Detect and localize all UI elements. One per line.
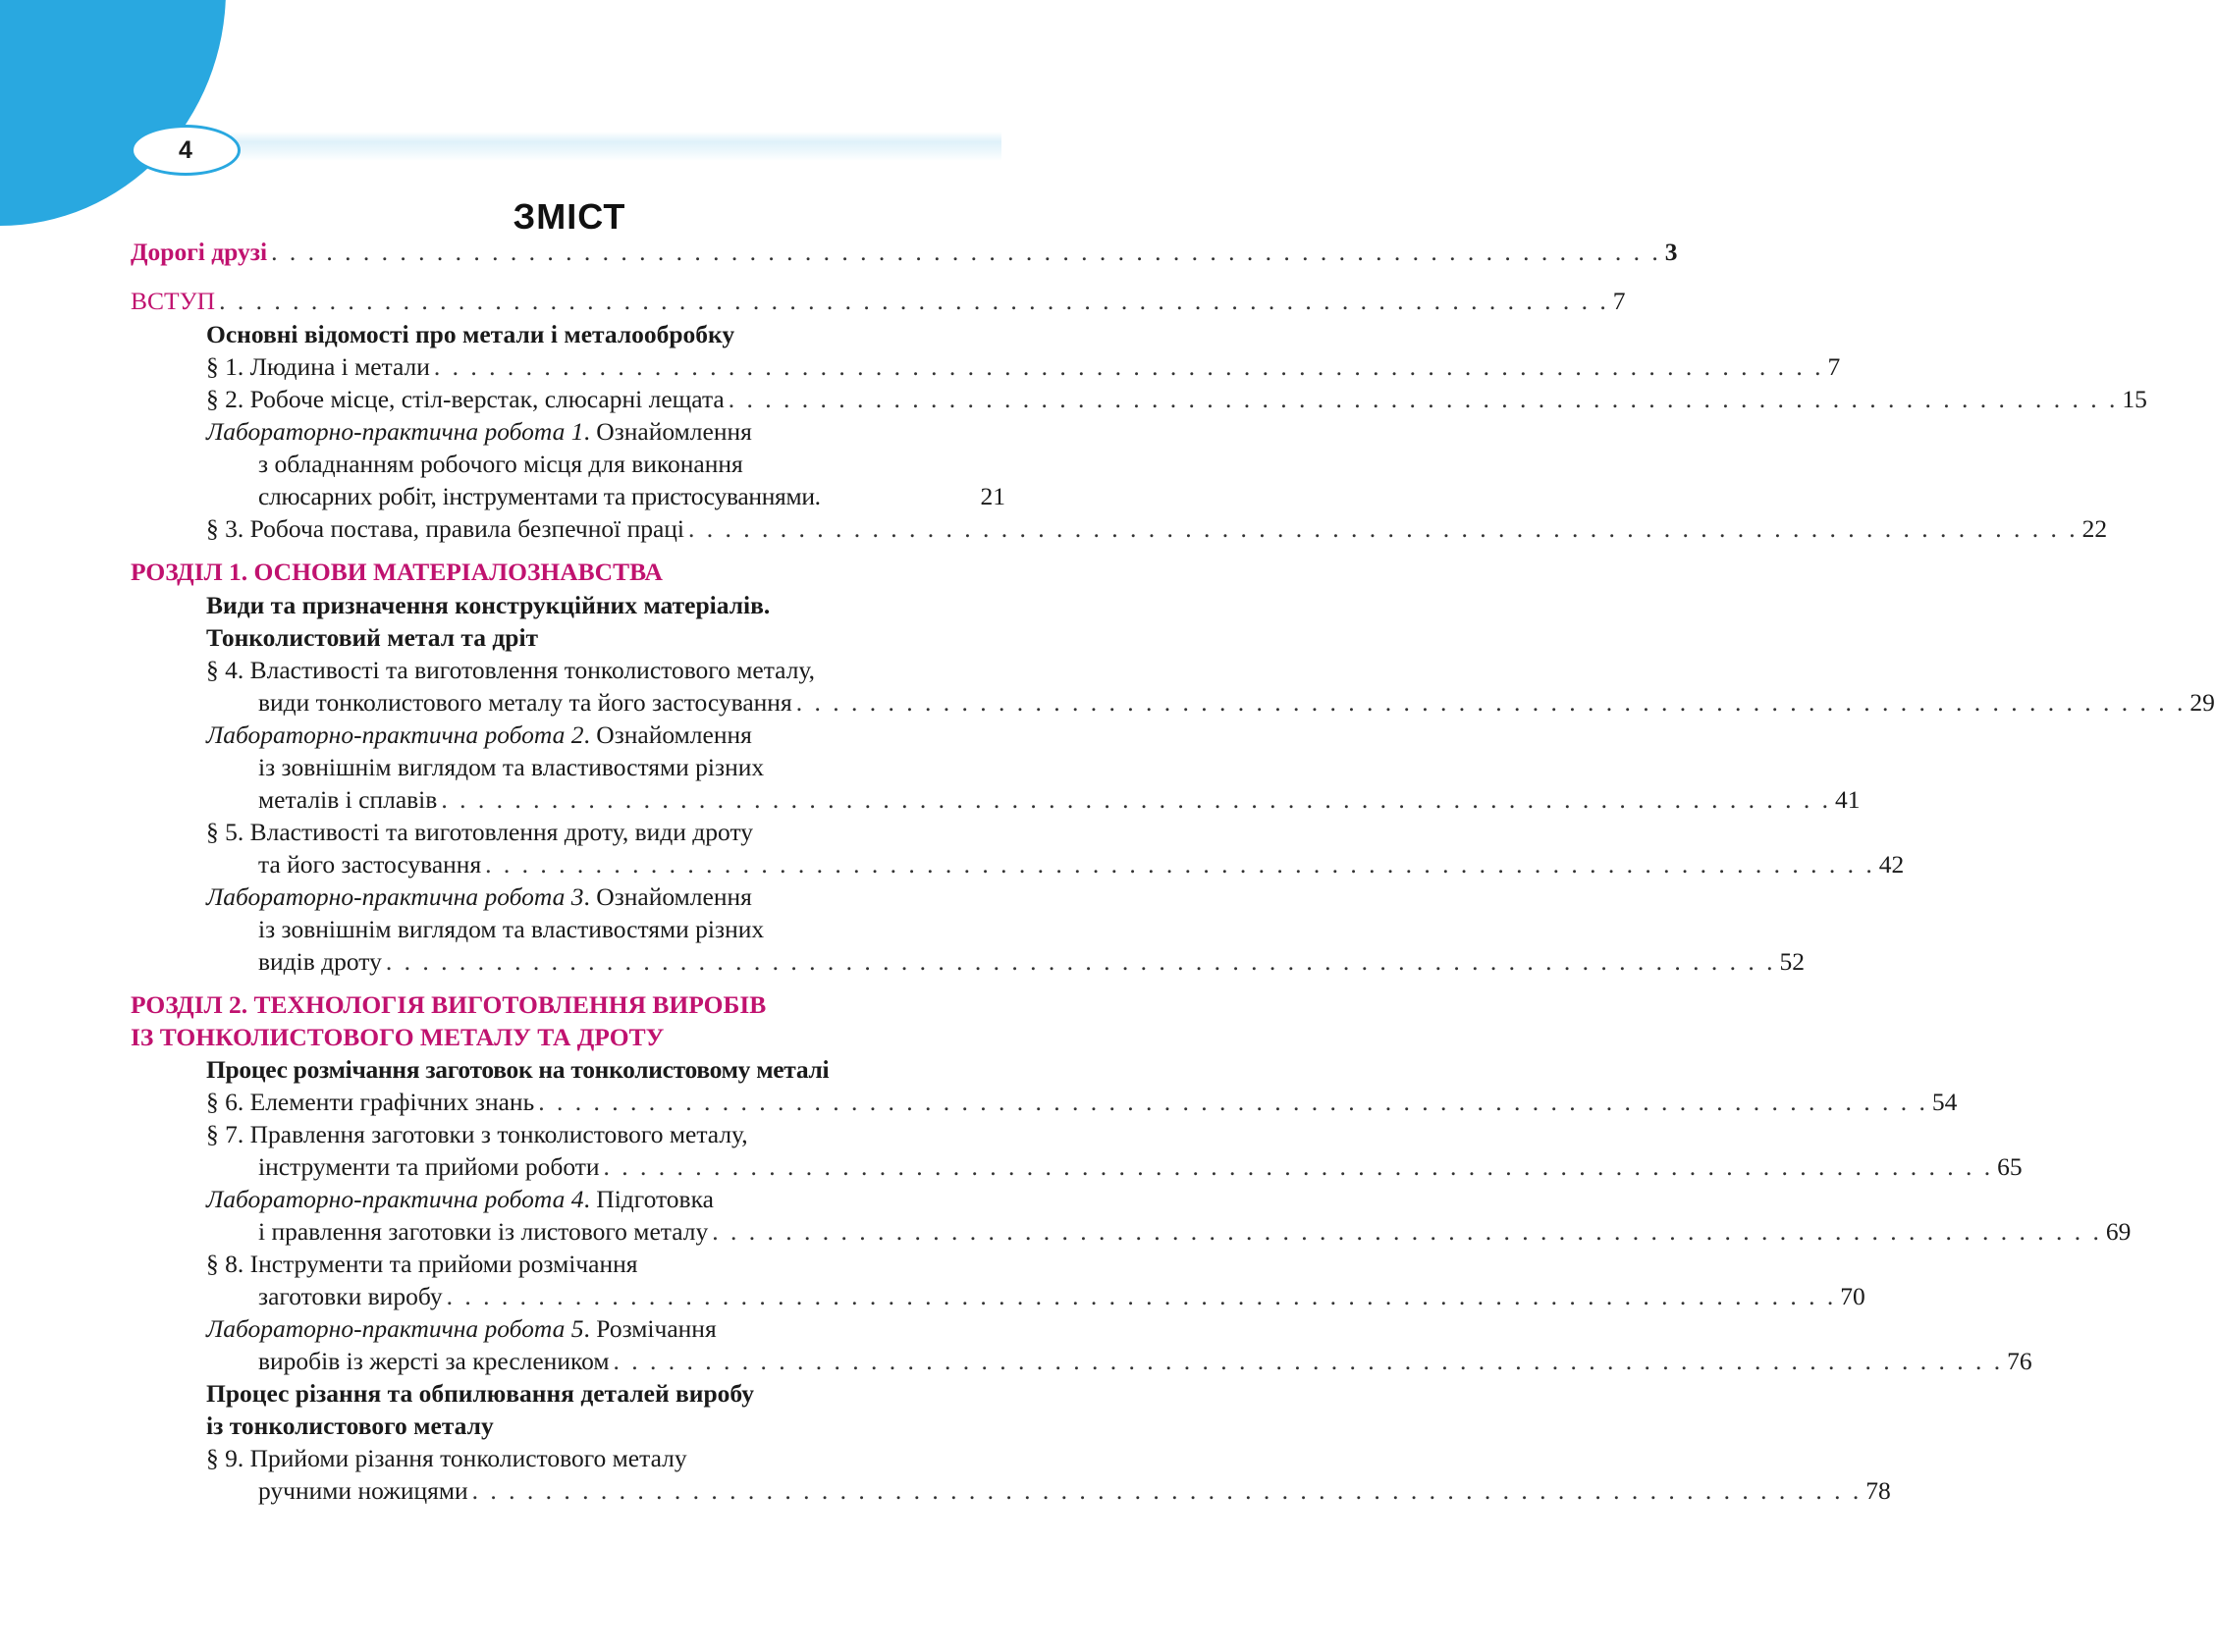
toc-entry-title: ІЗ ТОНКОЛИСТОВОГО МЕТАЛУ ТА ДРОТУ: [131, 1023, 665, 1051]
toc-page-number: 3: [1664, 238, 1678, 266]
toc-entry-continuation[interactable]: [258, 480, 1005, 512]
dot-leader: . . . . . . . . . . . . . . . . . . . . . . . . . . . . . . . . . . . . . . . . . . . . . . . . . . . . . . . . . . . . . . . . . . . . . . . . . . . .: [471, 1476, 1863, 1505]
toc-entry-title: § 3. Робоча постава, правила безпечної праці: [206, 514, 685, 543]
toc-entry-title: і правлення заготовки із листового металу: [258, 1217, 709, 1246]
toc-entry-title: виробів із жерсті за креслеником: [258, 1347, 610, 1375]
toc-entry-vstup[interactable]: [131, 285, 1626, 317]
toc-page-number: 7: [1612, 287, 1626, 315]
dot-leader: . . . . . . . . . . . . . . . . . . . . . . . . . . . . . . . . . . . . . . . . . . . . . . . . . . . . . . . . . . . . . . . . . . . . . . . . . . . .: [728, 385, 2119, 413]
toc-entry-title: інструменти та прийоми роботи: [258, 1152, 600, 1181]
toc-entry-title: Види та призначення конструкційних матеріалів.: [206, 591, 771, 619]
lab-work-label: Лабораторно-практична робота 2: [206, 720, 584, 749]
toc-page-number: 21: [980, 482, 1005, 510]
toc-entry-lab[interactable]: [206, 1312, 1005, 1345]
lab-work-label: Лабораторно-практична робота 5: [206, 1314, 584, 1343]
toc-page-number: 65: [1997, 1152, 2023, 1181]
toc-page-number: 22: [2081, 514, 2108, 543]
toc-entry-title: Процес розмічання заготовок на тонколистовому металі: [206, 1055, 830, 1084]
dot-leader: . . . . . . . . . . . . . . . . . . . . . . . . . . . . . . . . . . . . . . . . . . . . . . . . . . . . . . . . . . . . . . . . . . . . . . . . . . . .: [485, 850, 1875, 879]
toc-subheading[interactable]: [206, 318, 1005, 350]
toc-page-number: 78: [1865, 1476, 1891, 1505]
toc-entry-title: Дорогі друзі: [131, 238, 268, 266]
corner-decoration: [0, 0, 226, 226]
toc-entry-lab[interactable]: [206, 415, 1005, 448]
toc-entry-title: § 5. Властивості та виготовлення дроту, види дроту: [206, 818, 754, 846]
toc-entry-continuation[interactable]: [258, 783, 1861, 816]
toc-entry-title: . Ознайомлення: [583, 882, 752, 911]
toc-page-number: 42: [1878, 850, 1905, 879]
dot-leader: . . . . . . . . . . . . . . . . . . . . . . . . . . . . . . . . . . . . . . . . . . . . . . . . . . . . . . . . . . . . . . . . . . . . . . . . . . . .: [433, 352, 1824, 381]
toc-entry-title: § 7. Правлення заготовки з тонколистового металу,: [206, 1120, 748, 1148]
dot-leader: . . . . . . . . . . . . . . . . . . . . . . . . . . . . . . . . . . . . . . . . . . . . . . . . . . . . . . . . . . . . . . . . . . . . . . . . . . . .: [613, 1347, 2004, 1375]
toc-entry-title: Процес різання та обпилювання деталей виробу: [206, 1379, 754, 1408]
toc-entry[interactable]: [206, 1248, 1005, 1280]
toc-entry[interactable]: [206, 654, 1005, 686]
toc-entry-title: заготовки виробу: [258, 1282, 443, 1310]
toc-entry-title: § 8. Інструменти та прийоми розмічання: [206, 1250, 638, 1278]
toc-subheading[interactable]: [206, 1053, 1005, 1086]
toc-page-number: 52: [1779, 947, 1805, 976]
toc-chapter-2[interactable]: [131, 988, 1005, 1021]
toc-entry-lab[interactable]: [206, 1183, 1005, 1215]
toc-entry-continuation[interactable]: [258, 686, 2215, 719]
page-title: ЗМІСТ: [513, 196, 626, 237]
toc-entry-title: слюсарних робіт, інструментами та пристосуваннями.: [258, 482, 821, 510]
dot-leader: . . . . . . . . . . . . . . . . . . . . . . . . . . . . . . . . . . . . . . . . . . . . . . . . . . . . . . . . . . . . . . . . . . . . . . . . . . . .: [219, 287, 1609, 315]
toc-entry-continuation[interactable]: [258, 848, 1905, 880]
toc-subheading[interactable]: [206, 1377, 1005, 1410]
toc-entry-title: ВСТУП: [131, 287, 216, 315]
toc-entry-title: § 2. Робоче місце, стіл-верстак, слюсарні лещата: [206, 385, 725, 413]
toc-entry-continuation[interactable]: [258, 1150, 2023, 1183]
toc-entry-title: . Розмічання: [583, 1314, 717, 1343]
toc-entry-title: види тонколистового металу та його застосування: [258, 688, 792, 717]
toc-entry-continuation[interactable]: [258, 945, 1805, 978]
dot-leader: . . . . . . . . . . . . . . . . . . . . . . . . . . . . . . . . . . . . . . . . . . . . . . . . . . . . . . . . . . . . . . . . . . . . . . . . . . . .: [795, 688, 2187, 717]
toc-entry-title: § 4. Властивості та виготовлення тонколистового металу,: [206, 656, 816, 684]
toc-entry-continuation[interactable]: [258, 1280, 1865, 1312]
toc-chapter-1[interactable]: [131, 556, 1005, 588]
toc-entry[interactable]: [206, 816, 1005, 848]
toc-entry-title: РОЗДІЛ 1. ОСНОВИ МАТЕРІАЛОЗНАВСТВА: [131, 558, 663, 586]
toc-entry-continuation: [258, 751, 1005, 783]
toc-entry-title: із зовнішнім виглядом та властивостями різних: [258, 753, 765, 781]
toc-page-number: 76: [2007, 1347, 2032, 1375]
toc-entry-continuation[interactable]: [258, 1474, 1891, 1507]
toc-entry-title: § 9. Прийоми різання тонколистового металу: [206, 1444, 687, 1472]
toc-page-number: 7: [1827, 352, 1841, 381]
toc-entry-title: ручними ножицями: [258, 1476, 468, 1505]
dot-leader: . . . . . . . . . . . . . . . . . . . . . . . . . . . . . . . . . . . . . . . . . . . . . . . . . . . . . . . . . . . . . . . . . . . . . . . . . . . .: [441, 785, 1831, 814]
lab-work-label: Лабораторно-практична робота 1: [206, 417, 584, 446]
toc-entry-title: . Підготовка: [583, 1185, 714, 1213]
toc-page-number: 29: [2189, 688, 2215, 717]
lab-work-label: Лабораторно-практична робота 3: [206, 882, 584, 911]
toc-page-number: 15: [2122, 385, 2147, 413]
toc-page-number: 70: [1840, 1282, 1865, 1310]
toc-subheading[interactable]: [206, 589, 1005, 621]
toc-entry-title: видів дроту: [258, 947, 382, 976]
toc-entry-title: Тонколистовий метал та дріт: [206, 623, 539, 652]
dot-leader: . . . . . . . . . . . . . . . . . . . . . . . . . . . . . . . . . . . . . . . . . . . . . . . . . . . . . . . . . . . . . . . . . . . . . . . . . . . .: [446, 1282, 1837, 1310]
toc-entry-continuation[interactable]: [258, 1345, 2032, 1377]
toc-entry-title: § 6. Елементи графічних знань: [206, 1088, 535, 1116]
toc-page-number: 54: [1931, 1088, 1958, 1116]
page-number: [131, 125, 241, 176]
toc-entry-title: металів і сплавів: [258, 785, 438, 814]
toc-page-number: 41: [1834, 785, 1861, 814]
dot-leader: . . . . . . . . . . . . . . . . . . . . . . . . . . . . . . . . . . . . . . . . . . . . . . . . . . . . . . . . . . . . . . . . . . . . . . . . . . . .: [603, 1152, 1994, 1181]
toc-entry[interactable]: [206, 512, 2108, 545]
dot-leader: . . . . . . . . . . . . . . . . . . . . . . . . . . . . . . . . . . . . . . . . . . . . . . . . . . . . . . . . . . . . . . . . . . . . . . . . . . . .: [271, 238, 1661, 266]
toc-entry-title: . Ознайомлення: [583, 720, 752, 749]
toc-entry-title: із зовнішнім виглядом та властивостями різних: [258, 915, 765, 943]
toc-entry-title: із тонколистового металу: [206, 1412, 494, 1440]
toc-entry-title: та його застосування: [258, 850, 482, 879]
toc-entry[interactable]: [206, 350, 1841, 383]
page-number-text: 4: [179, 135, 192, 164]
dot-leader: . . . . . . . . . . . . . . . . . . . . . . . . . . . . . . . . . . . . . . . . . . . . . . . . . . . . . . . . . . . . . . . . . . . . . . . . . . . .: [385, 947, 1776, 976]
toc-entry-title: . Ознайомлення: [583, 417, 752, 446]
toc-entry[interactable]: [206, 1118, 1005, 1150]
toc-entry[interactable]: [206, 1442, 1005, 1474]
toc-entry-lab[interactable]: [206, 880, 1005, 913]
toc-entry-lab[interactable]: [206, 719, 1005, 751]
toc-entry-continuation[interactable]: [258, 1215, 2132, 1248]
lab-work-label: Лабораторно-практична робота 4: [206, 1185, 584, 1213]
toc-entry-intro[interactable]: [131, 236, 1678, 268]
dot-leader: . . . . . . . . . . . . . . . . . . . . . . . . . . . . . . . . . . . . . . . . . . . . . . . . . . . . . . . . . . . . . . . . . . . . . . . . . . . .: [688, 514, 2079, 543]
toc-entry[interactable]: [206, 383, 2147, 415]
toc-entry-title: РОЗДІЛ 2. ТЕХНОЛОГІЯ ВИГОТОВЛЕННЯ ВИРОБІВ: [131, 990, 767, 1019]
toc-chapter-2-continuation[interactable]: [131, 1021, 1005, 1053]
toc-entry-continuation: [258, 913, 1005, 945]
toc-entry-title: Основні відомості про метали і металообробку: [206, 320, 735, 348]
toc-entry-title: § 1. Людина і метали: [206, 352, 430, 381]
toc-page-number: 69: [2105, 1217, 2132, 1246]
dot-leader: . . . . . . . . . . . . . . . . . . . . . . . . . . . . . . . . . . . . . . . . . . . . . . . . . . . . . . . . . . . . . . . . . . . . . . . . . . . .: [538, 1088, 1928, 1116]
toc-subheading[interactable]: [206, 1410, 1005, 1442]
header-band: [231, 132, 1001, 161]
toc-entry-continuation: [258, 448, 1005, 480]
toc-entry-title: з обладнанням робочого місця для виконання: [258, 450, 743, 478]
dot-leader: . . . . . . . . . . . . . . . . . . . . . . . . . . . . . . . . . . . . . . . . . . . . . . . . . . . . . . . . . . . . . . . . . . . . . . . . . . . .: [712, 1217, 2102, 1246]
toc-entry[interactable]: [206, 1086, 1958, 1118]
toc-subheading[interactable]: [206, 621, 1005, 654]
